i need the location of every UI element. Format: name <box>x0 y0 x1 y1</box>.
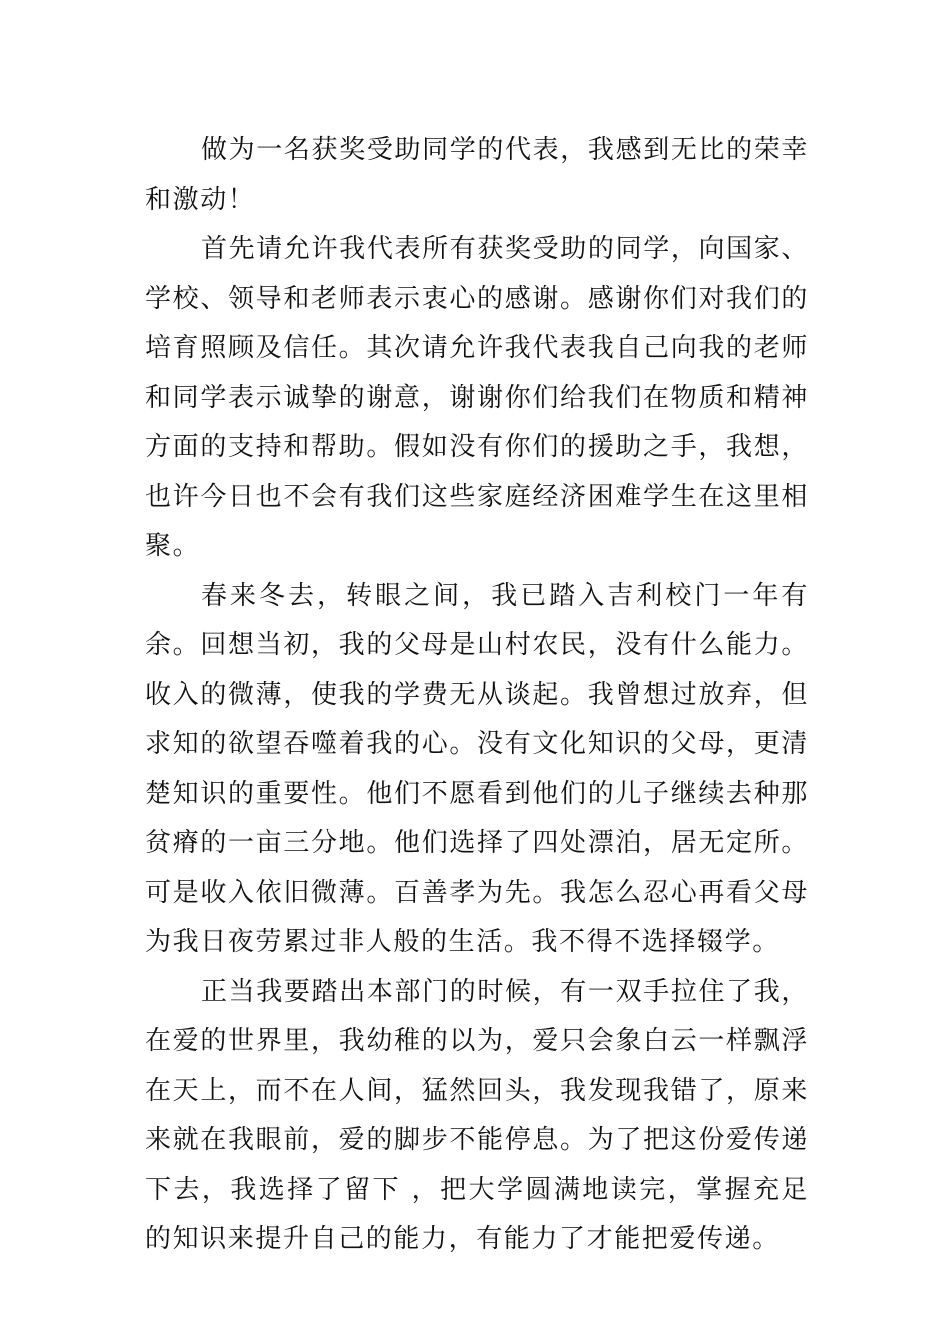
document-body <box>145 126 809 1265</box>
paragraph-4: 正当我要踏出本部门的时候，有一双手拉住了我，在爱的世界里，我幼稚的以为，爱只会象白云一样飘浮在天上，而不在人间，猛然回头，我发现我错了，原来来就在我眼前，爱的脚步不能停息。为了把这份爱传递下去，我选择了留下 ，把大学圆满地读完，掌握充足的知识来提升自己的能力，有能力了才能把爱传递。 <box>145 976 809 1254</box>
paragraph-3: 春来冬去，转眼之间，我已踏入吉利校门一年有余。回想当初，我的父母是山村农民，没有什么能力。收入的微薄，使我的学费无从谈起。我曾想过放弃，但求知的欲望吞噬着我的心。没有文化知识的父母，更清楚知识的重要性。他们不愿看到他们的儿子继续去种那贫瘠的一亩三分地。他们选择了四处漂泊，居无定所。可是收入依旧微薄。百善孝为先。我怎么忍心再看父母为我日夜劳累过非人般的生活。我不得不选择辍学。 <box>145 580 809 957</box>
paragraph-1: 做为一名获奖受助同学的代表，我感到无比的荣幸和激动！ <box>145 135 809 215</box>
paragraph-2: 首先请允许我代表所有获奖受助的同学，向国家、学校、领导和老师表示衷心的感谢。感谢你们对我们的培育照顾及信任。其次请允许我代表我自己向我的老师和同学表示诚挚的谢意，谢谢你们给我们在物质和精神方面的支持和帮助。假如没有你们的援助之手，我想，也许今日也不会有我们这些家庭经济困难学生在这里相聚。 <box>145 234 809 561</box>
